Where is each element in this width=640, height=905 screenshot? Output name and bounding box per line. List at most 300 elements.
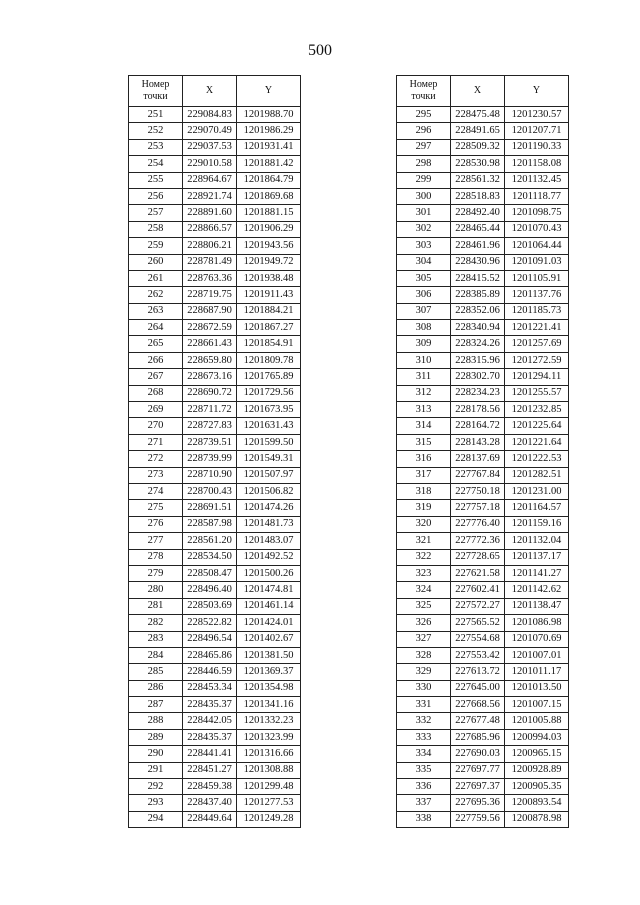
table-row bbox=[397, 664, 569, 680]
y-cell: 1201332.23 bbox=[237, 713, 301, 729]
x-cell: 227621.58 bbox=[451, 565, 505, 581]
y-cell: 1201007.01 bbox=[505, 647, 569, 663]
x-cell: 228340.94 bbox=[451, 320, 505, 336]
y-cell: 1201159.16 bbox=[505, 516, 569, 532]
y-cell: 1201492.52 bbox=[237, 549, 301, 565]
y-cell: 1201007.15 bbox=[505, 697, 569, 713]
table-row bbox=[129, 238, 301, 254]
x-cell: 228727.83 bbox=[183, 418, 237, 434]
y-cell: 1201481.73 bbox=[237, 516, 301, 532]
table-row bbox=[129, 533, 301, 549]
point-number-cell: 289 bbox=[129, 729, 183, 745]
point-number-cell: 283 bbox=[129, 631, 183, 647]
point-number-cell: 286 bbox=[129, 680, 183, 696]
y-cell: 1201158.08 bbox=[505, 156, 569, 172]
table-row bbox=[129, 467, 301, 483]
x-cell: 228352.06 bbox=[451, 303, 505, 319]
x-cell: 228465.44 bbox=[451, 221, 505, 237]
point-number-cell: 280 bbox=[129, 582, 183, 598]
y-cell: 1201507.97 bbox=[237, 467, 301, 483]
table-row bbox=[129, 205, 301, 221]
point-number-cell: 295 bbox=[397, 107, 451, 123]
point-number-cell: 328 bbox=[397, 647, 451, 663]
y-cell: 1201132.45 bbox=[505, 172, 569, 188]
point-number-cell: 326 bbox=[397, 615, 451, 631]
y-cell: 1201294.11 bbox=[505, 369, 569, 385]
y-cell: 1201402.67 bbox=[237, 631, 301, 647]
point-number-cell: 304 bbox=[397, 254, 451, 270]
x-cell: 228530.98 bbox=[451, 156, 505, 172]
y-cell: 1201549.31 bbox=[237, 451, 301, 467]
table-row bbox=[397, 451, 569, 467]
y-cell: 1201190.33 bbox=[505, 139, 569, 155]
x-cell: 228921.74 bbox=[183, 188, 237, 204]
y-cell: 1201931.41 bbox=[237, 139, 301, 155]
x-cell: 227645.00 bbox=[451, 680, 505, 696]
table-row bbox=[129, 762, 301, 778]
y-cell: 1201729.56 bbox=[237, 385, 301, 401]
y-cell: 1201207.71 bbox=[505, 123, 569, 139]
y-cell: 1200878.98 bbox=[505, 811, 569, 827]
table-row bbox=[397, 729, 569, 745]
x-cell: 228710.90 bbox=[183, 467, 237, 483]
table-row bbox=[129, 303, 301, 319]
y-cell: 1201809.78 bbox=[237, 352, 301, 368]
table-row bbox=[129, 369, 301, 385]
table-row bbox=[397, 172, 569, 188]
table-row bbox=[129, 139, 301, 155]
y-cell: 1201118.77 bbox=[505, 188, 569, 204]
point-number-cell: 329 bbox=[397, 664, 451, 680]
x-cell: 228719.75 bbox=[183, 287, 237, 303]
table-row bbox=[129, 582, 301, 598]
y-cell: 1200905.35 bbox=[505, 779, 569, 795]
x-header: X bbox=[451, 76, 505, 107]
y-cell: 1201164.57 bbox=[505, 500, 569, 516]
point-number-cell: 270 bbox=[129, 418, 183, 434]
y-cell: 1201988.70 bbox=[237, 107, 301, 123]
point-number-cell: 301 bbox=[397, 205, 451, 221]
point-number-cell: 252 bbox=[129, 123, 183, 139]
table-row bbox=[129, 680, 301, 696]
point-number-cell: 325 bbox=[397, 598, 451, 614]
y-cell: 1201137.76 bbox=[505, 287, 569, 303]
point-number-cell: 264 bbox=[129, 320, 183, 336]
y-cell: 1201884.21 bbox=[237, 303, 301, 319]
table-row bbox=[397, 238, 569, 254]
y-cell: 1201341.16 bbox=[237, 697, 301, 713]
y-cell: 1201943.56 bbox=[237, 238, 301, 254]
table-row bbox=[397, 402, 569, 418]
x-cell: 227697.37 bbox=[451, 779, 505, 795]
x-cell: 228806.21 bbox=[183, 238, 237, 254]
table-row bbox=[397, 615, 569, 631]
x-cell: 228711.72 bbox=[183, 402, 237, 418]
y-cell: 1200928.89 bbox=[505, 762, 569, 778]
x-cell: 228442.05 bbox=[183, 713, 237, 729]
x-cell: 228496.54 bbox=[183, 631, 237, 647]
y-cell: 1201185.73 bbox=[505, 303, 569, 319]
x-cell: 228437.40 bbox=[183, 795, 237, 811]
y-cell: 1201599.50 bbox=[237, 434, 301, 450]
point-number-cell: 288 bbox=[129, 713, 183, 729]
x-cell: 228453.34 bbox=[183, 680, 237, 696]
table-row bbox=[397, 418, 569, 434]
point-number-cell: 308 bbox=[397, 320, 451, 336]
y-cell: 1201221.64 bbox=[505, 434, 569, 450]
y-cell: 1201354.98 bbox=[237, 680, 301, 696]
y-cell: 1201255.57 bbox=[505, 385, 569, 401]
x-cell: 228659.80 bbox=[183, 352, 237, 368]
point-number-header: Номер точки bbox=[129, 76, 183, 107]
table-row bbox=[397, 303, 569, 319]
x-cell: 228522.82 bbox=[183, 615, 237, 631]
y-cell: 1201299.48 bbox=[237, 779, 301, 795]
point-number-cell: 302 bbox=[397, 221, 451, 237]
point-number-cell: 273 bbox=[129, 467, 183, 483]
point-number-cell: 335 bbox=[397, 762, 451, 778]
x-cell: 227772.36 bbox=[451, 533, 505, 549]
x-cell: 228137.69 bbox=[451, 451, 505, 467]
y-cell: 1201938.48 bbox=[237, 270, 301, 286]
point-number-cell: 338 bbox=[397, 811, 451, 827]
table-row bbox=[129, 434, 301, 450]
point-number-cell: 293 bbox=[129, 795, 183, 811]
point-number-cell: 285 bbox=[129, 664, 183, 680]
x-cell: 228534.50 bbox=[183, 549, 237, 565]
table-row bbox=[129, 402, 301, 418]
x-cell: 228492.40 bbox=[451, 205, 505, 221]
x-cell: 228739.99 bbox=[183, 451, 237, 467]
table-row bbox=[397, 107, 569, 123]
point-number-cell: 298 bbox=[397, 156, 451, 172]
y-cell: 1201673.95 bbox=[237, 402, 301, 418]
x-cell: 228518.83 bbox=[451, 188, 505, 204]
table-row bbox=[397, 533, 569, 549]
table-row bbox=[129, 664, 301, 680]
table-header-row bbox=[397, 76, 569, 107]
x-cell: 227602.41 bbox=[451, 582, 505, 598]
table-row bbox=[129, 352, 301, 368]
point-number-cell: 336 bbox=[397, 779, 451, 795]
table-row bbox=[397, 336, 569, 352]
point-number-header: Номер точки bbox=[397, 76, 451, 107]
x-cell: 228691.51 bbox=[183, 500, 237, 516]
y-cell: 1201854.91 bbox=[237, 336, 301, 352]
x-cell: 227613.72 bbox=[451, 664, 505, 680]
x-cell: 228143.28 bbox=[451, 434, 505, 450]
table-row bbox=[397, 205, 569, 221]
x-cell: 229010.58 bbox=[183, 156, 237, 172]
y-cell: 1201132.04 bbox=[505, 533, 569, 549]
point-number-cell: 278 bbox=[129, 549, 183, 565]
table-row bbox=[397, 156, 569, 172]
point-number-cell: 254 bbox=[129, 156, 183, 172]
y-cell: 1201064.44 bbox=[505, 238, 569, 254]
point-number-cell: 314 bbox=[397, 418, 451, 434]
y-cell: 1201869.68 bbox=[237, 188, 301, 204]
table-row bbox=[397, 713, 569, 729]
y-cell: 1201257.69 bbox=[505, 336, 569, 352]
point-number-cell: 294 bbox=[129, 811, 183, 827]
x-cell: 228672.59 bbox=[183, 320, 237, 336]
y-cell: 1201272.59 bbox=[505, 352, 569, 368]
x-cell: 229037.53 bbox=[183, 139, 237, 155]
point-number-cell: 287 bbox=[129, 697, 183, 713]
table-row bbox=[397, 320, 569, 336]
table-row bbox=[397, 795, 569, 811]
y-header: Y bbox=[505, 76, 569, 107]
point-number-cell: 297 bbox=[397, 139, 451, 155]
point-number-cell: 281 bbox=[129, 598, 183, 614]
table-row bbox=[129, 320, 301, 336]
y-cell: 1201232.85 bbox=[505, 402, 569, 418]
y-cell: 1201316.66 bbox=[237, 746, 301, 762]
x-cell: 227685.96 bbox=[451, 729, 505, 745]
x-cell: 228700.43 bbox=[183, 483, 237, 499]
point-number-cell: 267 bbox=[129, 369, 183, 385]
table-row bbox=[129, 565, 301, 581]
table-row bbox=[397, 287, 569, 303]
y-cell: 1201461.14 bbox=[237, 598, 301, 614]
table-row bbox=[397, 352, 569, 368]
x-cell: 228178.56 bbox=[451, 402, 505, 418]
point-number-cell: 307 bbox=[397, 303, 451, 319]
y-cell: 1201881.42 bbox=[237, 156, 301, 172]
point-number-cell: 317 bbox=[397, 467, 451, 483]
table-row bbox=[397, 779, 569, 795]
x-cell: 228673.16 bbox=[183, 369, 237, 385]
coordinates-table-right bbox=[396, 75, 569, 828]
table-row bbox=[129, 336, 301, 352]
point-number-cell: 268 bbox=[129, 385, 183, 401]
point-number-cell: 319 bbox=[397, 500, 451, 516]
x-cell: 227553.42 bbox=[451, 647, 505, 663]
point-number-cell: 324 bbox=[397, 582, 451, 598]
x-cell: 228446.59 bbox=[183, 664, 237, 680]
x-cell: 228496.40 bbox=[183, 582, 237, 598]
y-cell: 1201230.57 bbox=[505, 107, 569, 123]
x-cell: 228234.23 bbox=[451, 385, 505, 401]
table-row bbox=[129, 451, 301, 467]
y-cell: 1201005.88 bbox=[505, 713, 569, 729]
table-row bbox=[129, 107, 301, 123]
y-cell: 1200893.54 bbox=[505, 795, 569, 811]
x-cell: 227728.65 bbox=[451, 549, 505, 565]
table-row bbox=[397, 483, 569, 499]
point-number-cell: 320 bbox=[397, 516, 451, 532]
point-number-cell: 313 bbox=[397, 402, 451, 418]
point-number-cell: 330 bbox=[397, 680, 451, 696]
table-row bbox=[397, 500, 569, 516]
point-number-cell: 265 bbox=[129, 336, 183, 352]
y-cell: 1200994.03 bbox=[505, 729, 569, 745]
y-cell: 1201277.53 bbox=[237, 795, 301, 811]
point-number-cell: 271 bbox=[129, 434, 183, 450]
point-number-cell: 258 bbox=[129, 221, 183, 237]
point-number-cell: 318 bbox=[397, 483, 451, 499]
table-row bbox=[129, 516, 301, 532]
point-number-cell: 262 bbox=[129, 287, 183, 303]
page-number: 500 bbox=[308, 42, 332, 59]
table-row bbox=[129, 697, 301, 713]
x-cell: 228690.72 bbox=[183, 385, 237, 401]
x-cell: 228739.51 bbox=[183, 434, 237, 450]
x-cell: 228449.64 bbox=[183, 811, 237, 827]
x-header: X bbox=[183, 76, 237, 107]
point-number-cell: 334 bbox=[397, 746, 451, 762]
table-row bbox=[129, 188, 301, 204]
x-cell: 227759.56 bbox=[451, 811, 505, 827]
x-cell: 228661.43 bbox=[183, 336, 237, 352]
point-number-cell: 255 bbox=[129, 172, 183, 188]
y-cell: 1201631.43 bbox=[237, 418, 301, 434]
table-row bbox=[129, 500, 301, 516]
x-cell: 228781.49 bbox=[183, 254, 237, 270]
point-number-cell: 309 bbox=[397, 336, 451, 352]
x-cell: 228508.47 bbox=[183, 565, 237, 581]
point-number-cell: 291 bbox=[129, 762, 183, 778]
x-cell: 228324.26 bbox=[451, 336, 505, 352]
point-number-cell: 261 bbox=[129, 270, 183, 286]
x-cell: 228164.72 bbox=[451, 418, 505, 434]
point-number-cell: 272 bbox=[129, 451, 183, 467]
point-number-cell: 269 bbox=[129, 402, 183, 418]
table-row bbox=[397, 647, 569, 663]
y-cell: 1201867.27 bbox=[237, 320, 301, 336]
y-cell: 1201086.98 bbox=[505, 615, 569, 631]
point-number-cell: 299 bbox=[397, 172, 451, 188]
table-row bbox=[397, 123, 569, 139]
point-number-cell: 253 bbox=[129, 139, 183, 155]
table-header-row bbox=[129, 76, 301, 107]
y-cell: 1201221.41 bbox=[505, 320, 569, 336]
table-row bbox=[397, 582, 569, 598]
x-cell: 227757.18 bbox=[451, 500, 505, 516]
table-row bbox=[129, 123, 301, 139]
y-cell: 1201424.01 bbox=[237, 615, 301, 631]
table-row bbox=[397, 385, 569, 401]
table-row bbox=[397, 270, 569, 286]
table-row bbox=[129, 483, 301, 499]
table-row bbox=[397, 516, 569, 532]
y-cell: 1201864.79 bbox=[237, 172, 301, 188]
y-cell: 1201105.91 bbox=[505, 270, 569, 286]
point-number-cell: 279 bbox=[129, 565, 183, 581]
x-cell: 228866.57 bbox=[183, 221, 237, 237]
x-cell: 227695.36 bbox=[451, 795, 505, 811]
point-number-cell: 257 bbox=[129, 205, 183, 221]
x-cell: 227565.52 bbox=[451, 615, 505, 631]
x-cell: 228459.38 bbox=[183, 779, 237, 795]
table-row bbox=[129, 221, 301, 237]
y-cell: 1201474.26 bbox=[237, 500, 301, 516]
table-row bbox=[129, 418, 301, 434]
y-cell: 1201138.47 bbox=[505, 598, 569, 614]
x-cell: 228302.70 bbox=[451, 369, 505, 385]
y-cell: 1201225.64 bbox=[505, 418, 569, 434]
table-row bbox=[129, 779, 301, 795]
point-number-cell: 323 bbox=[397, 565, 451, 581]
point-number-cell: 311 bbox=[397, 369, 451, 385]
table-row bbox=[397, 434, 569, 450]
point-number-cell: 310 bbox=[397, 352, 451, 368]
table-row bbox=[397, 598, 569, 614]
table-row bbox=[129, 729, 301, 745]
y-cell: 1201070.69 bbox=[505, 631, 569, 647]
x-cell: 229070.49 bbox=[183, 123, 237, 139]
point-number-cell: 260 bbox=[129, 254, 183, 270]
point-number-cell: 263 bbox=[129, 303, 183, 319]
x-cell: 228491.65 bbox=[451, 123, 505, 139]
y-cell: 1201091.03 bbox=[505, 254, 569, 270]
table-row bbox=[129, 385, 301, 401]
y-cell: 1201141.27 bbox=[505, 565, 569, 581]
table-row bbox=[397, 467, 569, 483]
table-row bbox=[397, 680, 569, 696]
table-row bbox=[397, 139, 569, 155]
table-row bbox=[129, 156, 301, 172]
y-cell: 1201483.07 bbox=[237, 533, 301, 549]
point-number-cell: 331 bbox=[397, 697, 451, 713]
y-cell: 1201911.43 bbox=[237, 287, 301, 303]
table-row bbox=[397, 697, 569, 713]
point-number-cell: 290 bbox=[129, 746, 183, 762]
point-number-cell: 333 bbox=[397, 729, 451, 745]
point-number-cell: 327 bbox=[397, 631, 451, 647]
table-row bbox=[397, 565, 569, 581]
table-row bbox=[129, 615, 301, 631]
point-number-cell: 256 bbox=[129, 188, 183, 204]
point-number-cell: 259 bbox=[129, 238, 183, 254]
x-cell: 229084.83 bbox=[183, 107, 237, 123]
x-cell: 228561.32 bbox=[451, 172, 505, 188]
table-row bbox=[397, 188, 569, 204]
x-cell: 228451.27 bbox=[183, 762, 237, 778]
point-number-cell: 274 bbox=[129, 483, 183, 499]
y-cell: 1201070.43 bbox=[505, 221, 569, 237]
x-cell: 228461.96 bbox=[451, 238, 505, 254]
point-number-cell: 305 bbox=[397, 270, 451, 286]
table-row bbox=[129, 270, 301, 286]
x-cell: 228763.36 bbox=[183, 270, 237, 286]
y-cell: 1201231.00 bbox=[505, 483, 569, 499]
y-cell: 1201906.29 bbox=[237, 221, 301, 237]
table-row bbox=[397, 762, 569, 778]
table-row bbox=[397, 746, 569, 762]
point-number-cell: 316 bbox=[397, 451, 451, 467]
y-cell: 1201369.37 bbox=[237, 664, 301, 680]
x-cell: 228415.52 bbox=[451, 270, 505, 286]
x-cell: 227677.48 bbox=[451, 713, 505, 729]
point-number-cell: 296 bbox=[397, 123, 451, 139]
y-cell: 1201323.99 bbox=[237, 729, 301, 745]
table-row bbox=[129, 598, 301, 614]
x-cell: 227668.56 bbox=[451, 697, 505, 713]
table-row bbox=[129, 172, 301, 188]
x-cell: 227690.03 bbox=[451, 746, 505, 762]
table-row bbox=[129, 549, 301, 565]
y-cell: 1200965.15 bbox=[505, 746, 569, 762]
y-cell: 1201506.82 bbox=[237, 483, 301, 499]
x-cell: 228891.60 bbox=[183, 205, 237, 221]
y-cell: 1201765.89 bbox=[237, 369, 301, 385]
x-cell: 228441.41 bbox=[183, 746, 237, 762]
y-cell: 1201249.28 bbox=[237, 811, 301, 827]
x-cell: 228687.90 bbox=[183, 303, 237, 319]
x-cell: 228964.67 bbox=[183, 172, 237, 188]
y-header: Y bbox=[237, 76, 301, 107]
